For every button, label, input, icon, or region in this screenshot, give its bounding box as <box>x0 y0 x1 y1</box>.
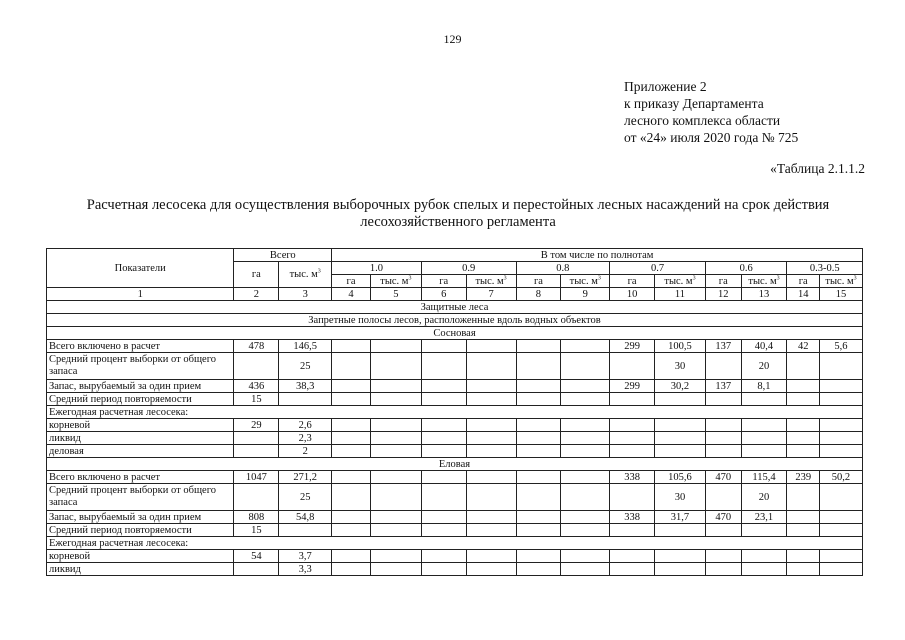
table-cell <box>610 419 655 432</box>
table-cell: 808 <box>234 511 279 524</box>
table-cell <box>610 393 655 406</box>
table-cell <box>421 471 466 484</box>
table-cell: 115,4 <box>741 471 787 484</box>
column-number: 5 <box>370 288 421 301</box>
table-cell <box>370 484 421 511</box>
table-cell <box>516 563 561 576</box>
table-cell <box>705 353 741 380</box>
table-cell <box>516 445 561 458</box>
table-cell <box>421 393 466 406</box>
header-total: Всего <box>234 249 332 262</box>
table-cell <box>705 563 741 576</box>
table-cell: 338 <box>610 511 655 524</box>
table-cell <box>705 419 741 432</box>
column-number: 14 <box>787 288 820 301</box>
header-volume: тыс. $м^3$ <box>655 275 706 288</box>
table-cell <box>370 432 421 445</box>
section-pine <box>47 327 863 340</box>
table-row <box>47 393 863 406</box>
table-cell <box>466 445 516 458</box>
header-volume: тыс. $м^3$ <box>819 275 862 288</box>
row-label: Всего включено в расчет <box>47 471 234 484</box>
row-label: Ежегодная расчетная лесосека: <box>47 406 863 419</box>
table-cell <box>370 563 421 576</box>
table-cell: 50,2 <box>819 471 862 484</box>
table-cell: 42 <box>787 340 820 353</box>
row-label: ликвид <box>47 563 234 576</box>
table-cell <box>466 471 516 484</box>
table-cell <box>370 550 421 563</box>
section-protective-label: Защитные леса <box>47 301 863 314</box>
table-row <box>47 445 863 458</box>
table-cell <box>819 550 862 563</box>
table-cell: 54,8 <box>279 511 332 524</box>
table-cell: 271,2 <box>279 471 332 484</box>
table-cell: 8,1 <box>741 380 787 393</box>
appendix-line: лесного комплекса области <box>624 113 781 128</box>
table-cell <box>819 524 862 537</box>
header-ha: га <box>705 275 741 288</box>
column-number: 3 <box>279 288 332 301</box>
table-cell <box>610 445 655 458</box>
table-cell <box>332 471 371 484</box>
table-cell <box>370 524 421 537</box>
header-total-ha: га <box>234 262 279 288</box>
table-body <box>47 301 863 576</box>
header-volume: тыс. $м^3$ <box>561 275 610 288</box>
table-cell <box>561 511 610 524</box>
header-ha: га <box>610 275 655 288</box>
table-cell <box>655 563 706 576</box>
table-cell <box>561 524 610 537</box>
table-row <box>47 484 863 511</box>
table-cell <box>610 524 655 537</box>
table-cell <box>787 445 820 458</box>
table-cell: 100,5 <box>655 340 706 353</box>
table-cell: 29 <box>234 419 279 432</box>
table-cell <box>466 550 516 563</box>
header-density-group: 0.9 <box>421 262 516 275</box>
table-cell <box>655 432 706 445</box>
table-cell: 239 <box>787 471 820 484</box>
table-row <box>47 406 863 419</box>
table-cell <box>332 563 371 576</box>
table-cell <box>466 511 516 524</box>
table-cell <box>787 419 820 432</box>
table-cell <box>421 550 466 563</box>
table-cell <box>610 484 655 511</box>
table-cell <box>466 353 516 380</box>
section-prohibited-strips-label: Запретные полосы лесов, расположенные вдоль водных объектов <box>47 314 863 327</box>
table-cell <box>819 419 862 432</box>
table-cell <box>561 353 610 380</box>
table-cell: 20 <box>741 353 787 380</box>
table-cell: 25 <box>279 353 332 380</box>
table-cell: 30 <box>655 484 706 511</box>
column-number: 2 <box>234 288 279 301</box>
table-cell <box>787 380 820 393</box>
table-cell <box>516 353 561 380</box>
table-cell <box>516 471 561 484</box>
section-prohibited-strips <box>47 314 863 327</box>
table-cell <box>466 419 516 432</box>
table-label: «Таблица 2.1.1.2 <box>770 161 865 176</box>
row-label: ликвид <box>47 432 234 445</box>
table-cell <box>466 524 516 537</box>
header-density-group: 1.0 <box>332 262 422 275</box>
table-cell <box>332 393 371 406</box>
table-cell: 105,6 <box>655 471 706 484</box>
column-number: 12 <box>705 288 741 301</box>
table-cell <box>466 484 516 511</box>
column-number: 15 <box>819 288 862 301</box>
column-number: 4 <box>332 288 371 301</box>
appendix-line: Приложение 2 <box>624 79 707 94</box>
table-cell <box>370 380 421 393</box>
table-cell <box>705 445 741 458</box>
table-row <box>47 340 863 353</box>
row-label: Средний процент выборки от общего запаса <box>47 353 234 380</box>
row-label: корневой <box>47 419 234 432</box>
section-pine-label: Сосновая <box>47 327 863 340</box>
table-cell <box>421 511 466 524</box>
table-cell: 20 <box>741 484 787 511</box>
table-cell <box>561 419 610 432</box>
table-cell <box>234 445 279 458</box>
table-cell <box>234 353 279 380</box>
table-cell <box>370 393 421 406</box>
section-protective <box>47 301 863 314</box>
table-cell <box>819 511 862 524</box>
table-cell <box>655 393 706 406</box>
table-cell: 30 <box>655 353 706 380</box>
table-cell: 15 <box>234 524 279 537</box>
table-cell <box>561 484 610 511</box>
table-cell <box>705 393 741 406</box>
table-cell: 478 <box>234 340 279 353</box>
table-cell <box>332 380 371 393</box>
table-cell: 25 <box>279 484 332 511</box>
table-cell <box>741 445 787 458</box>
table-cell <box>370 419 421 432</box>
document-title <box>40 197 876 231</box>
table-cell: 146,5 <box>279 340 332 353</box>
table-cell: 38,3 <box>279 380 332 393</box>
table-cell <box>741 524 787 537</box>
table-cell <box>516 393 561 406</box>
table-row <box>47 537 863 550</box>
table-cell <box>516 511 561 524</box>
table-cell <box>561 471 610 484</box>
table-cell: 5,6 <box>819 340 862 353</box>
table-cell <box>787 524 820 537</box>
table-cell: 15 <box>234 393 279 406</box>
appendix-line: от «24» июля 2020 года № 725 <box>624 130 799 145</box>
title-line-2: лесохозяйственного регламента <box>360 214 556 230</box>
table-cell <box>819 445 862 458</box>
table-cell <box>819 353 862 380</box>
table-cell <box>610 353 655 380</box>
table-cell <box>787 550 820 563</box>
table-cell <box>421 445 466 458</box>
table-row <box>47 511 863 524</box>
table-cell <box>741 550 787 563</box>
table-cell <box>332 445 371 458</box>
table-cell <box>819 432 862 445</box>
table-cell <box>234 484 279 511</box>
table-row <box>47 550 863 563</box>
table-cell <box>705 484 741 511</box>
page-number: 129 <box>443 32 462 46</box>
table-cell: 54 <box>234 550 279 563</box>
table-cell <box>705 550 741 563</box>
column-number: 6 <box>421 288 466 301</box>
table-cell <box>561 432 610 445</box>
table-row <box>47 563 863 576</box>
table-cell <box>561 445 610 458</box>
table-cell <box>610 563 655 576</box>
header-density-group: 0.6 <box>705 262 786 275</box>
table-row <box>47 524 863 537</box>
table-cell: 23,1 <box>741 511 787 524</box>
table-cell: 3,7 <box>279 550 332 563</box>
appendix-line: к приказу Департамента <box>624 96 764 111</box>
header-ha: га <box>332 275 371 288</box>
table-cell <box>516 524 561 537</box>
table-cell <box>787 393 820 406</box>
table-cell <box>466 393 516 406</box>
table-cell <box>332 353 371 380</box>
table-cell <box>561 380 610 393</box>
row-label: Средний процент выборки от общего запаса <box>47 484 234 511</box>
table-cell <box>561 393 610 406</box>
row-label: Всего включено в расчет <box>47 340 234 353</box>
header-total-volume: тыс. $м^3$ <box>279 262 332 288</box>
table-cell <box>561 340 610 353</box>
table-cell <box>561 563 610 576</box>
table-row <box>47 419 863 432</box>
table-cell <box>819 484 862 511</box>
table-cell <box>705 524 741 537</box>
table-cell <box>421 380 466 393</box>
table-cell <box>332 524 371 537</box>
table-cell <box>332 484 371 511</box>
table-cell <box>421 484 466 511</box>
table-cell <box>332 432 371 445</box>
table-cell <box>705 432 741 445</box>
table-cell <box>279 393 332 406</box>
table-cell <box>561 550 610 563</box>
header-ha: га <box>787 275 820 288</box>
header-volume: тыс. $м^3$ <box>741 275 787 288</box>
table-cell: 1047 <box>234 471 279 484</box>
column-number: 7 <box>466 288 516 301</box>
table-cell <box>516 484 561 511</box>
header-density-group: 0.7 <box>610 262 706 275</box>
table-cell <box>787 353 820 380</box>
column-number: 13 <box>741 288 787 301</box>
table-cell <box>819 393 862 406</box>
table-cell <box>466 563 516 576</box>
row-label: корневой <box>47 550 234 563</box>
table-cell <box>466 380 516 393</box>
table-cell: 3,3 <box>279 563 332 576</box>
table-cell <box>370 471 421 484</box>
table-cell <box>516 550 561 563</box>
table-cell <box>332 550 371 563</box>
header-indicators: Показатели <box>47 249 234 288</box>
column-number: 1 <box>47 288 234 301</box>
table-cell <box>370 511 421 524</box>
table-cell: 137 <box>705 340 741 353</box>
table-cell <box>819 380 862 393</box>
table-cell <box>655 524 706 537</box>
column-number: 10 <box>610 288 655 301</box>
table-cell <box>655 550 706 563</box>
table-cell <box>421 563 466 576</box>
row-label: Средний период повторяемости <box>47 393 234 406</box>
header-density-group: 0.3-0.5 <box>787 262 863 275</box>
table-row <box>47 432 863 445</box>
table-cell <box>421 419 466 432</box>
table-cell <box>516 419 561 432</box>
table-cell <box>332 340 371 353</box>
column-number: 8 <box>516 288 561 301</box>
table-cell <box>741 393 787 406</box>
table-cell: 2 <box>279 445 332 458</box>
table-cell <box>787 484 820 511</box>
table-cell <box>332 419 371 432</box>
row-label: Ежегодная расчетная лесосека: <box>47 537 863 550</box>
table-cell <box>741 432 787 445</box>
table-cell <box>234 563 279 576</box>
table-cell <box>610 550 655 563</box>
table-cell <box>787 563 820 576</box>
table-cell <box>610 432 655 445</box>
table-cell <box>819 563 862 576</box>
section-spruce <box>47 458 863 471</box>
table-cell <box>516 380 561 393</box>
table-cell: 299 <box>610 380 655 393</box>
appendix-block <box>624 78 798 146</box>
table-cell <box>466 340 516 353</box>
table-cell: 2,3 <box>279 432 332 445</box>
table-cell <box>741 563 787 576</box>
table-row <box>47 353 863 380</box>
table-cell: 40,4 <box>741 340 787 353</box>
header-density-group: 0.8 <box>516 262 610 275</box>
table-cell <box>370 340 421 353</box>
table-cell <box>421 524 466 537</box>
row-label: деловая <box>47 445 234 458</box>
table-cell: 2,6 <box>279 419 332 432</box>
row-label: Запас, вырубаемый за один прием <box>47 511 234 524</box>
table-cell <box>421 432 466 445</box>
header-volume: тыс. $м^3$ <box>466 275 516 288</box>
table-cell: 470 <box>705 471 741 484</box>
table-cell: 299 <box>610 340 655 353</box>
table-cell <box>234 432 279 445</box>
table-cell <box>370 353 421 380</box>
column-number-row <box>47 288 863 301</box>
table-cell <box>787 432 820 445</box>
row-label: Запас, вырубаемый за один прием <box>47 380 234 393</box>
felling-table <box>46 248 863 576</box>
title-line-1: Расчетная лесосека для осуществления выборочных рубок спелых и перестойных лесных насаждений на срок действия <box>86 197 830 213</box>
table-cell: 137 <box>705 380 741 393</box>
table-cell <box>466 432 516 445</box>
header-ha: га <box>421 275 466 288</box>
table-row <box>47 380 863 393</box>
table-cell: 30,2 <box>655 380 706 393</box>
header-volume: тыс. $м^3$ <box>370 275 421 288</box>
table-cell <box>421 340 466 353</box>
table-cell: 436 <box>234 380 279 393</box>
table-cell <box>421 353 466 380</box>
section-spruce-label: Еловая <box>47 458 863 471</box>
column-number: 9 <box>561 288 610 301</box>
table-cell <box>787 511 820 524</box>
header-by-density: В том числе по полнотам <box>332 249 863 262</box>
table-cell <box>516 432 561 445</box>
table-cell: 31,7 <box>655 511 706 524</box>
header-ha: га <box>516 275 561 288</box>
row-label: Средний период повторяемости <box>47 524 234 537</box>
table-cell <box>516 340 561 353</box>
column-number: 11 <box>655 288 706 301</box>
table-cell <box>279 524 332 537</box>
table-cell <box>332 511 371 524</box>
table-cell: 470 <box>705 511 741 524</box>
table-header <box>47 249 863 301</box>
table-cell: 338 <box>610 471 655 484</box>
table-row <box>47 471 863 484</box>
table-cell <box>655 445 706 458</box>
table-cell <box>370 445 421 458</box>
table-cell <box>741 419 787 432</box>
table-cell <box>655 419 706 432</box>
